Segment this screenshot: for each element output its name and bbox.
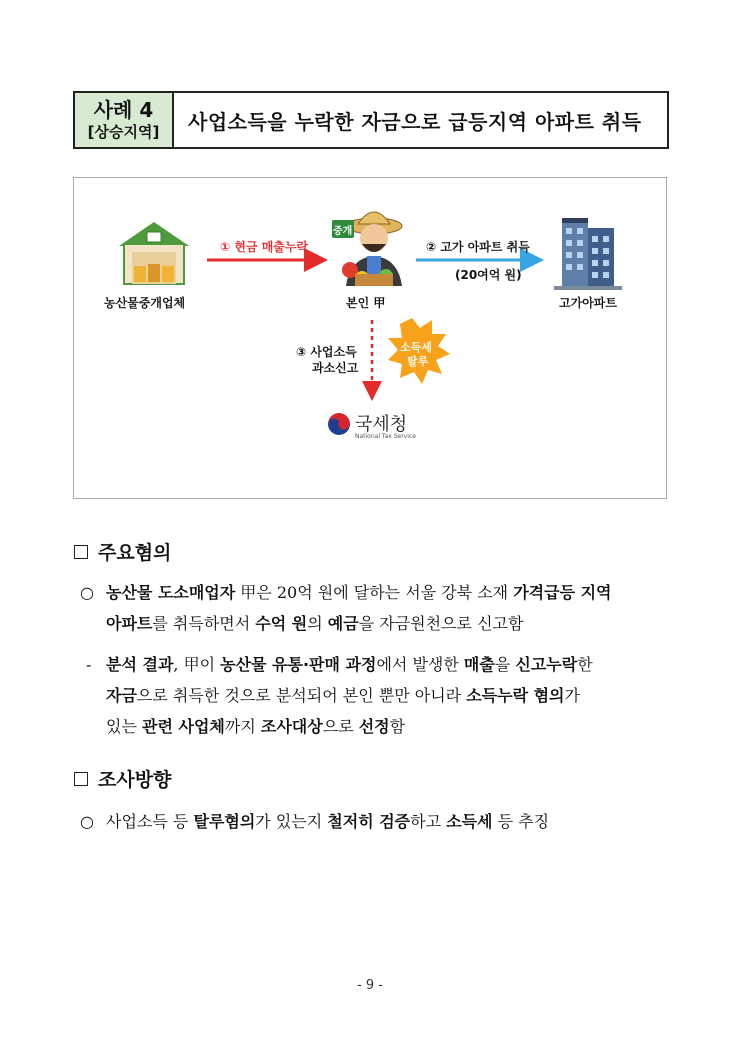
- text: 를 취득하면서: [152, 614, 256, 633]
- text-bold: 가격급등 지역: [513, 583, 612, 602]
- burst-label-2: 탈루: [407, 355, 429, 368]
- text-bold: 수억 원: [255, 614, 308, 633]
- case-title: 사업소득을 누락한 자금으로 급등지역 아파트 취득: [188, 109, 642, 134]
- text-bold: 자금: [106, 686, 137, 705]
- apartment-label: 고가아파트: [559, 296, 617, 310]
- text: 을: [494, 655, 516, 674]
- text-bold: 탈루혐의: [193, 812, 256, 831]
- text: 등 추징: [492, 812, 550, 831]
- arrow1-label: ① 현금 매출누락: [220, 240, 309, 254]
- text-bold: 관련 사업체: [142, 717, 225, 736]
- text: 甲은 20억 원에 달하는 서울 강북 소재: [235, 583, 514, 602]
- nts-name: 국세청: [355, 414, 408, 435]
- text: 있는: [106, 717, 142, 736]
- arrow3-label-1: ③ 사업소득: [296, 345, 357, 359]
- text: 까지: [224, 717, 261, 736]
- text-bold: 조사대상: [260, 717, 323, 736]
- text-bold: 매출: [463, 655, 495, 674]
- case-region: [상승지역]: [87, 123, 160, 141]
- text-bold: 아파트: [106, 614, 153, 633]
- circle-bullet-icon: ○: [80, 583, 94, 602]
- text-bold: 소득세: [446, 812, 493, 831]
- checkbox-square-icon: [74, 545, 88, 559]
- text: 함: [389, 717, 406, 736]
- arrow2-label: ② 고가 아파트 취득: [426, 240, 530, 254]
- case-number: 사례 4: [93, 98, 154, 122]
- allegation-item-2: [86, 649, 680, 742]
- flow-diagram: [73, 177, 667, 499]
- text: 의: [307, 614, 328, 633]
- text-bold: 신고누락: [515, 655, 578, 674]
- person-label: 본인 甲: [346, 296, 386, 310]
- text-bold: 선정: [358, 717, 390, 736]
- case-header: [73, 91, 669, 149]
- text-bold: 예금: [327, 614, 359, 633]
- text: 가: [564, 686, 580, 705]
- section1-heading: 주요혐의: [98, 542, 172, 564]
- arrow2-amount: (20여억 원): [455, 268, 522, 282]
- text-bold: 소득누락 혐의: [466, 686, 565, 705]
- text: 을 자금원천으로 신고함: [358, 614, 524, 633]
- text: 에서 발생한: [376, 655, 464, 674]
- dash-bullet: -: [86, 655, 92, 674]
- arrow3-label-2: 과소신고: [312, 361, 359, 375]
- checkbox-square-icon: [74, 772, 88, 786]
- allegation-item-1: [80, 577, 680, 639]
- text-bold: 철저히 검증: [327, 812, 411, 831]
- circle-bullet-icon: ○: [80, 812, 94, 831]
- page-number: - 9 -: [357, 978, 383, 993]
- text: 으로 취득한 것으로 분석되어 본인 뿐만 아니라: [136, 686, 467, 705]
- text: 한: [577, 655, 593, 674]
- section-heading-investigation: [74, 765, 171, 792]
- text: , 甲이: [173, 655, 221, 674]
- section-heading-allegations: [74, 538, 171, 565]
- text: 사업소득 등: [106, 812, 194, 831]
- text-bold: 농산물 유통·판매 과정: [220, 655, 377, 674]
- nts-subtitle: National Tax Service: [355, 433, 416, 440]
- business-label: 농산물중개업체: [104, 296, 186, 310]
- apartment-icon: [554, 218, 622, 290]
- broker-badge: 중개: [333, 226, 353, 237]
- text-bold: 농산물 도소매업자: [106, 583, 236, 602]
- diagram-graphics: [74, 178, 668, 500]
- nts-logo-icon: [328, 413, 350, 435]
- text: 하고: [410, 812, 447, 831]
- text-bold: 분석 결과: [106, 655, 174, 674]
- investigation-item-1: [80, 806, 680, 837]
- section2-heading: 조사방향: [98, 769, 172, 791]
- text: 가 있는지: [255, 812, 328, 831]
- case-label: [75, 93, 174, 147]
- warehouse-icon: [119, 222, 189, 284]
- burst-label-1: 소득세: [400, 341, 432, 354]
- text: 으로: [322, 717, 359, 736]
